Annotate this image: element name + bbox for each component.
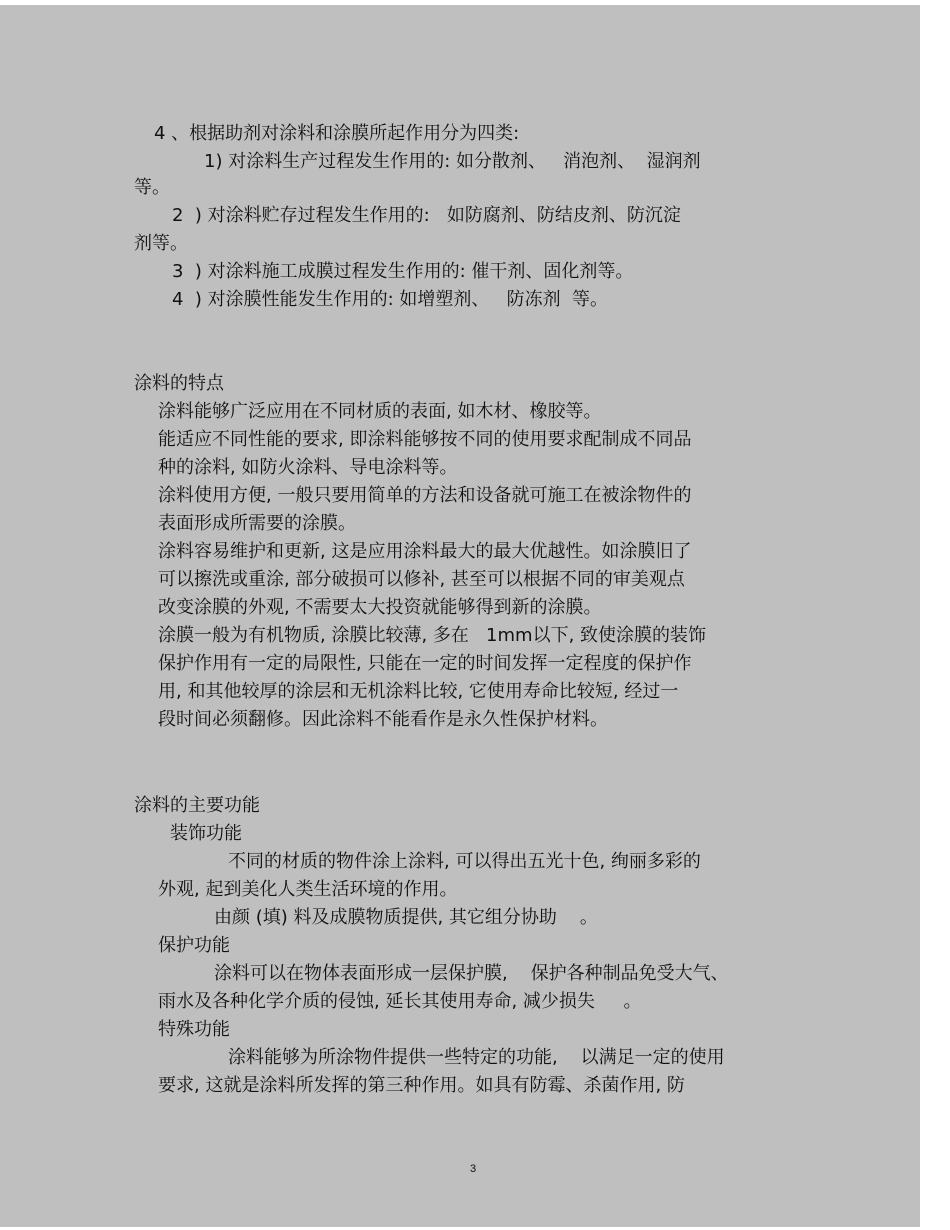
text-line: 2 ) 对涂料贮存过程发生作用的: 如防腐剂、防结皮剂、防沉淀 — [172, 205, 681, 226]
text-line: 外观, 起到美化人类生活环境的作用。 — [158, 879, 458, 900]
text-line: 涂膜一般为有机物质, 涂膜比较薄, 多在 1mm以下, 致使涂膜的装饰 — [158, 625, 707, 646]
subsection-heading: 特殊功能 — [158, 1019, 230, 1040]
document-page — [0, 5, 920, 1227]
text-line: 3 ) 对涂料施工成膜过程发生作用的: 催干剂、固化剂等。 — [172, 261, 634, 282]
text-line: 段时间必须翻修。因此涂料不能看作是永久性保护材料。 — [158, 709, 608, 730]
text-line: 不同的材质的物件涂上涂料, 可以得出五光十色, 绚丽多彩的 — [228, 851, 701, 872]
text-line: 能适应不同性能的要求, 即涂料能够按不同的使用要求配制成不同品 — [158, 429, 692, 450]
text-line: 涂料容易维护和更新, 这是应用涂料最大的最大优越性。如涂膜旧了 — [158, 541, 692, 562]
text-line: 4 、根据助剂对涂料和涂膜所起作用分为四类: — [154, 123, 520, 144]
text-line: 表面形成所需要的涂膜。 — [158, 513, 356, 534]
subsection-heading: 装饰功能 — [170, 823, 242, 844]
text-line: 涂料能够广泛应用在不同材质的表面, 如木材、橡胶等。 — [158, 401, 602, 422]
text-line: 由颜 (填) 料及成膜物质提供, 其它组分协助 。 — [214, 907, 598, 928]
text-line: 种的涂料, 如防火涂料、导电涂料等。 — [158, 457, 458, 478]
text-line: 4 ) 对涂膜性能发生作用的: 如增塑剂、 防冻剂 等。 — [172, 289, 609, 310]
text-line: 要求, 这就是涂料所发挥的第三种作用。如具有防霉、杀菌作用, 防 — [158, 1075, 685, 1096]
page-number: 3 — [470, 1163, 477, 1175]
text-line: 改变涂膜的外观, 不需要太大投资就能够得到新的涂膜。 — [158, 597, 602, 618]
section-heading: 涂料的主要功能 — [134, 795, 260, 816]
text-line: 可以擦洗或重涂, 部分破损可以修补, 甚至可以根据不同的审美观点 — [158, 569, 685, 590]
text-line: 涂料使用方便, 一般只要用简单的方法和设备就可施工在被涂物件的 — [158, 485, 692, 506]
text-line: 剂等。 — [134, 233, 188, 254]
text-line: 用, 和其他较厚的涂层和无机涂料比较, 它使用寿命比较短, 经过一 — [158, 681, 679, 702]
text-line: 1) 对涂料生产过程发生作用的: 如分散剂、 消泡剂、 湿润剂 — [204, 151, 701, 172]
text-line: 保护作用有一定的局限性, 只能在一定的时间发挥一定程度的保护作 — [158, 653, 692, 674]
text-line: 涂料能够为所涂物件提供一些特定的功能, 以满足一定的使用 — [228, 1047, 725, 1068]
text-line: 雨水及各种化学介质的侵蚀, 延长其使用寿命, 减少损失 。 — [158, 991, 642, 1012]
section-heading: 涂料的特点 — [134, 373, 224, 394]
text-line: 涂料可以在物体表面形成一层保护膜, 保护各种制品免受大气、 — [214, 963, 729, 984]
subsection-heading: 保护功能 — [158, 935, 230, 956]
text-line: 等。 — [134, 177, 170, 198]
